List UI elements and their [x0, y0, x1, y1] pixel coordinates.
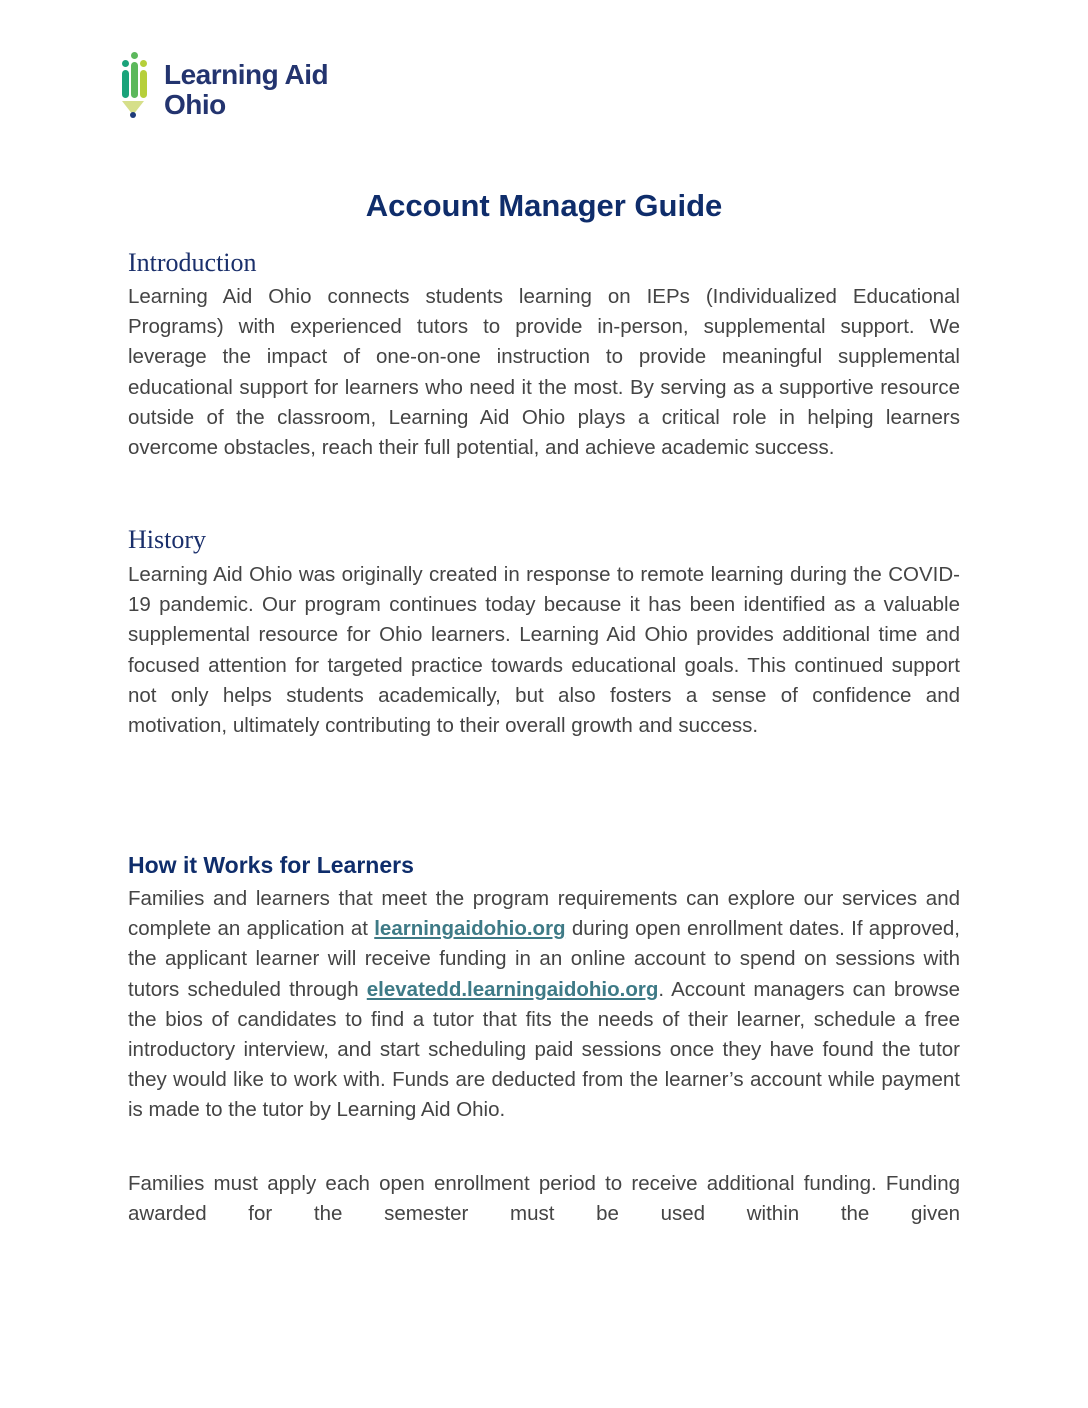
heading-history: History	[128, 525, 206, 554]
how-it-works-paragraph-1	[128, 884, 960, 1126]
pencil-people-logo-icon	[120, 50, 150, 122]
introduction-paragraph: Learning Aid Ohio connects students learning on IEPs (Individualized Educational Programs) with experienced tutors to provide in-person, supplemental support. We leverage the impact of one-on-one instruction to provide meaningful supplemental educational support for learners who need it the most. By serving as a supportive resource outside of the classroom, Learning Aid Ohio plays a critical role in helping learners overcome obstacles, reach their full potential, and achieve academic success.	[128, 285, 960, 460]
logo-wordmark	[164, 60, 328, 120]
elevatedd-link[interactable]: elevatedd.learningaidohio.org	[366, 977, 659, 1001]
logo-line-1: Learning Aid	[164, 59, 329, 90]
page-title: Account Manager Guide	[365, 188, 723, 223]
heading-introduction: Introduction	[128, 248, 257, 277]
text-segment: . Account managers can browse the bios of candidates to find a tutor that fits the needs of their learner, schedule a free introductory interview, and start scheduling paid sessions once they have found the tutor they would like to work with. Funds are deducted from the learner’s account while payment is made to the tutor by Learning Aid Ohio.	[128, 977, 960, 1122]
history-paragraph: Learning Aid Ohio was originally created in response to remote learning during the COVID-19 pandemic. Our program continues today because it has been identified as a valuable supplemental resource for Ohio learners. Learning Aid Ohio provides additional time and focused attention for targeted practice towards educational goals. This continued support not only helps students academically, but also fosters a sense of confidence and motivation, ultimately contributing to their overall growth and success.	[128, 563, 960, 738]
learningaidohio-link[interactable]: learningaidohio.org	[374, 917, 566, 941]
logo	[120, 50, 328, 122]
text-segment: Families and learners that meet the program requirements can explore our services and complete an application at	[128, 887, 960, 941]
how-it-works-paragraph-2: Families must apply each open enrollment period to receive additional funding. Funding awarded for the semester must be used within the given	[128, 1172, 960, 1226]
logo-line-2: Ohio	[164, 89, 226, 120]
text-segment: during open enrollment dates. If approved, the applicant learner will receive funding in an online account to spend on sessions with tutors scheduled through	[128, 917, 960, 1001]
heading-how-it-works: How it Works for Learners	[128, 852, 414, 878]
